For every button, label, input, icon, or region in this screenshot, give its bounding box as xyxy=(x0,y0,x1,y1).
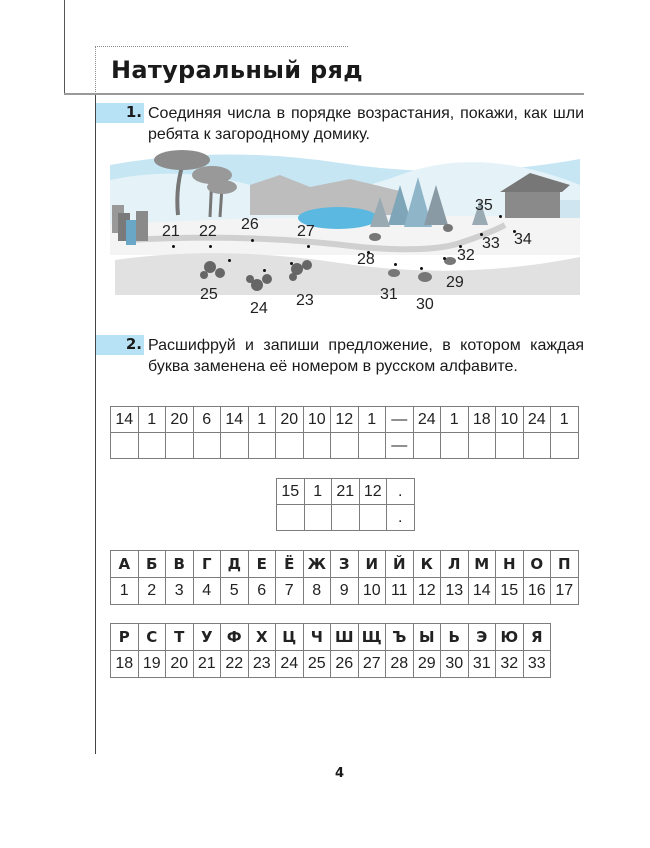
number-cell: 3 xyxy=(166,578,194,605)
answer-cell[interactable] xyxy=(277,505,305,531)
cipher-cell: 15 xyxy=(277,479,305,505)
number-cell: 25 xyxy=(303,651,331,678)
letter-cell: Э xyxy=(468,624,496,651)
letter-cell: Ы xyxy=(413,624,441,651)
answer-cell[interactable] xyxy=(276,433,304,459)
answer-row xyxy=(111,433,579,459)
answer-cell[interactable] xyxy=(304,505,332,531)
dot-25 xyxy=(228,259,231,262)
cipher-cell: 14 xyxy=(111,407,139,433)
number-cell: 14 xyxy=(468,578,496,605)
cipher-cell: — xyxy=(386,407,414,433)
cipher-cell: 24 xyxy=(523,407,551,433)
answer-cell[interactable] xyxy=(221,433,249,459)
answer-cell[interactable] xyxy=(332,505,360,531)
dot-label: 32 xyxy=(457,247,475,264)
number-cell: 9 xyxy=(331,578,359,605)
number-cell: 1 xyxy=(111,578,139,605)
cipher-cell: 1 xyxy=(304,479,332,505)
letters-row xyxy=(111,551,579,578)
letter-cell: В xyxy=(166,551,194,578)
number-cell: 15 xyxy=(496,578,524,605)
number-cell: 6 xyxy=(248,578,276,605)
dot-label: 29 xyxy=(446,274,464,291)
answer-cell[interactable] xyxy=(193,433,221,459)
letter-cell: Т xyxy=(166,624,194,651)
cipher-row xyxy=(277,479,415,505)
dot-label: 22 xyxy=(199,223,217,240)
letter-cell: И xyxy=(358,551,386,578)
cipher-cell: 1 xyxy=(551,407,579,433)
dot-23 xyxy=(290,262,293,265)
cipher-table-2 xyxy=(276,478,415,531)
number-cell: 23 xyxy=(248,651,276,678)
dot-label: 35 xyxy=(475,197,493,214)
number-cell: 19 xyxy=(138,651,166,678)
cipher-cell: 21 xyxy=(332,479,360,505)
letter-cell: З xyxy=(331,551,359,578)
answer-cell[interactable] xyxy=(331,433,359,459)
number-cell: 20 xyxy=(166,651,194,678)
letter-cell: Я xyxy=(523,624,551,651)
number-cell: 2 xyxy=(138,578,166,605)
path-illustration xyxy=(100,145,585,325)
letter-cell: Е xyxy=(248,551,276,578)
answer-cell[interactable] xyxy=(138,433,166,459)
dot-24 xyxy=(263,269,266,272)
answer-cell[interactable] xyxy=(496,433,524,459)
letter-cell: Ё xyxy=(276,551,304,578)
number-cell: 7 xyxy=(276,578,304,605)
task-number: 2. xyxy=(125,335,142,353)
dot-label: 30 xyxy=(416,296,434,313)
answer-cell[interactable] xyxy=(523,433,551,459)
numbers-row xyxy=(111,578,579,605)
letter-cell: У xyxy=(193,624,221,651)
letter-cell: Д xyxy=(221,551,249,578)
numbers-row xyxy=(111,651,551,678)
cipher-cell: 20 xyxy=(276,407,304,433)
answer-cell: — xyxy=(386,433,414,459)
cipher-cell: 24 xyxy=(413,407,441,433)
number-cell: 27 xyxy=(358,651,386,678)
content-margin-line xyxy=(95,94,96,754)
answer-cell[interactable] xyxy=(468,433,496,459)
letter-cell: Щ xyxy=(358,624,386,651)
answer-cell[interactable] xyxy=(551,433,579,459)
number-cell: 29 xyxy=(413,651,441,678)
letter-cell: О xyxy=(523,551,551,578)
task-number: 1. xyxy=(125,103,142,121)
dot-label: 31 xyxy=(380,286,398,303)
cipher-cell: 10 xyxy=(303,407,331,433)
answer-cell[interactable] xyxy=(248,433,276,459)
number-cell: 10 xyxy=(358,578,386,605)
dot-label: 27 xyxy=(297,223,315,240)
letter-cell: Б xyxy=(138,551,166,578)
alphabet-table-1 xyxy=(110,550,579,605)
letter-cell: Й xyxy=(386,551,414,578)
letter-cell: Н xyxy=(496,551,524,578)
letter-cell: Ц xyxy=(276,624,304,651)
dot-label: 21 xyxy=(162,223,180,240)
dot-35 xyxy=(499,215,502,218)
dot-label: 34 xyxy=(514,231,532,248)
dot-31 xyxy=(394,263,397,266)
number-cell: 11 xyxy=(386,578,414,605)
page-title: Натуральный ряд xyxy=(111,56,363,84)
dot-30 xyxy=(420,267,423,270)
dot-label: 33 xyxy=(482,235,500,252)
number-cell: 5 xyxy=(221,578,249,605)
letter-cell: К xyxy=(413,551,441,578)
dot-label: 23 xyxy=(296,292,314,309)
letter-cell: Ь xyxy=(441,624,469,651)
alphabet-table-2 xyxy=(110,623,551,678)
cipher-cell: 1 xyxy=(358,407,386,433)
letter-cell: Ч xyxy=(303,624,331,651)
answer-cell[interactable] xyxy=(303,433,331,459)
letter-cell: Р xyxy=(111,624,139,651)
dot-21 xyxy=(172,245,175,248)
number-cell: 24 xyxy=(276,651,304,678)
answer-row xyxy=(277,505,415,531)
letter-cell: Ш xyxy=(331,624,359,651)
cipher-cell: 18 xyxy=(468,407,496,433)
page-number: 4 xyxy=(335,766,345,781)
letter-cell: А xyxy=(111,551,139,578)
letter-cell: Ъ xyxy=(386,624,414,651)
answer-cell: . xyxy=(387,505,415,531)
cipher-table-1 xyxy=(110,406,579,459)
number-cell: 22 xyxy=(221,651,249,678)
letter-cell: Ф xyxy=(221,624,249,651)
cipher-cell: 10 xyxy=(496,407,524,433)
cipher-cell: 12 xyxy=(359,479,387,505)
answer-cell[interactable] xyxy=(441,433,469,459)
letter-cell: Г xyxy=(193,551,221,578)
letter-cell: П xyxy=(551,551,579,578)
dot-label: 28 xyxy=(357,251,375,268)
dot-label: 26 xyxy=(241,216,259,233)
number-cell: 30 xyxy=(441,651,469,678)
cipher-cell: . xyxy=(387,479,415,505)
number-cell: 32 xyxy=(496,651,524,678)
dot-27 xyxy=(307,245,310,248)
letter-cell: Ю xyxy=(496,624,524,651)
dot-label: 25 xyxy=(200,286,218,303)
number-cell: 26 xyxy=(331,651,359,678)
answer-cell[interactable] xyxy=(359,505,387,531)
number-cell: 13 xyxy=(441,578,469,605)
task-instruction: Соединяя числа в порядке возрастания, покажи, как шли ребята к загородному домику. xyxy=(148,105,584,143)
number-cell: 8 xyxy=(303,578,331,605)
header-rule xyxy=(64,93,584,95)
cipher-cell: 6 xyxy=(193,407,221,433)
cipher-cell: 1 xyxy=(441,407,469,433)
answer-cell[interactable] xyxy=(166,433,194,459)
cipher-cell: 1 xyxy=(248,407,276,433)
number-cell: 16 xyxy=(523,578,551,605)
number-cell: 18 xyxy=(111,651,139,678)
letter-cell: С xyxy=(138,624,166,651)
answer-cell[interactable] xyxy=(413,433,441,459)
left-margin-line xyxy=(64,0,65,94)
letter-cell: Л xyxy=(441,551,469,578)
dot-26 xyxy=(251,239,254,242)
dot-29 xyxy=(443,257,446,260)
cipher-cell: 1 xyxy=(138,407,166,433)
number-cell: 12 xyxy=(413,578,441,605)
answer-cell[interactable] xyxy=(111,433,139,459)
letters-row xyxy=(111,624,551,651)
dot-22 xyxy=(209,245,212,248)
cipher-cell: 14 xyxy=(221,407,249,433)
cipher-cell: 20 xyxy=(166,407,194,433)
dot-label: 24 xyxy=(250,300,268,317)
number-cell: 28 xyxy=(386,651,414,678)
number-cell: 17 xyxy=(551,578,579,605)
answer-cell[interactable] xyxy=(358,433,386,459)
number-cell: 21 xyxy=(193,651,221,678)
cipher-cell: 12 xyxy=(331,407,359,433)
number-cell: 31 xyxy=(468,651,496,678)
letter-cell: М xyxy=(468,551,496,578)
letter-cell: Х xyxy=(248,624,276,651)
task-instruction: Расшифруй и запиши предложение, в котором каждая буква заменена её номером в русском алфавите. xyxy=(148,337,584,375)
number-cell: 4 xyxy=(193,578,221,605)
number-cell: 33 xyxy=(523,651,551,678)
cipher-row xyxy=(111,407,579,433)
letter-cell: Ж xyxy=(303,551,331,578)
